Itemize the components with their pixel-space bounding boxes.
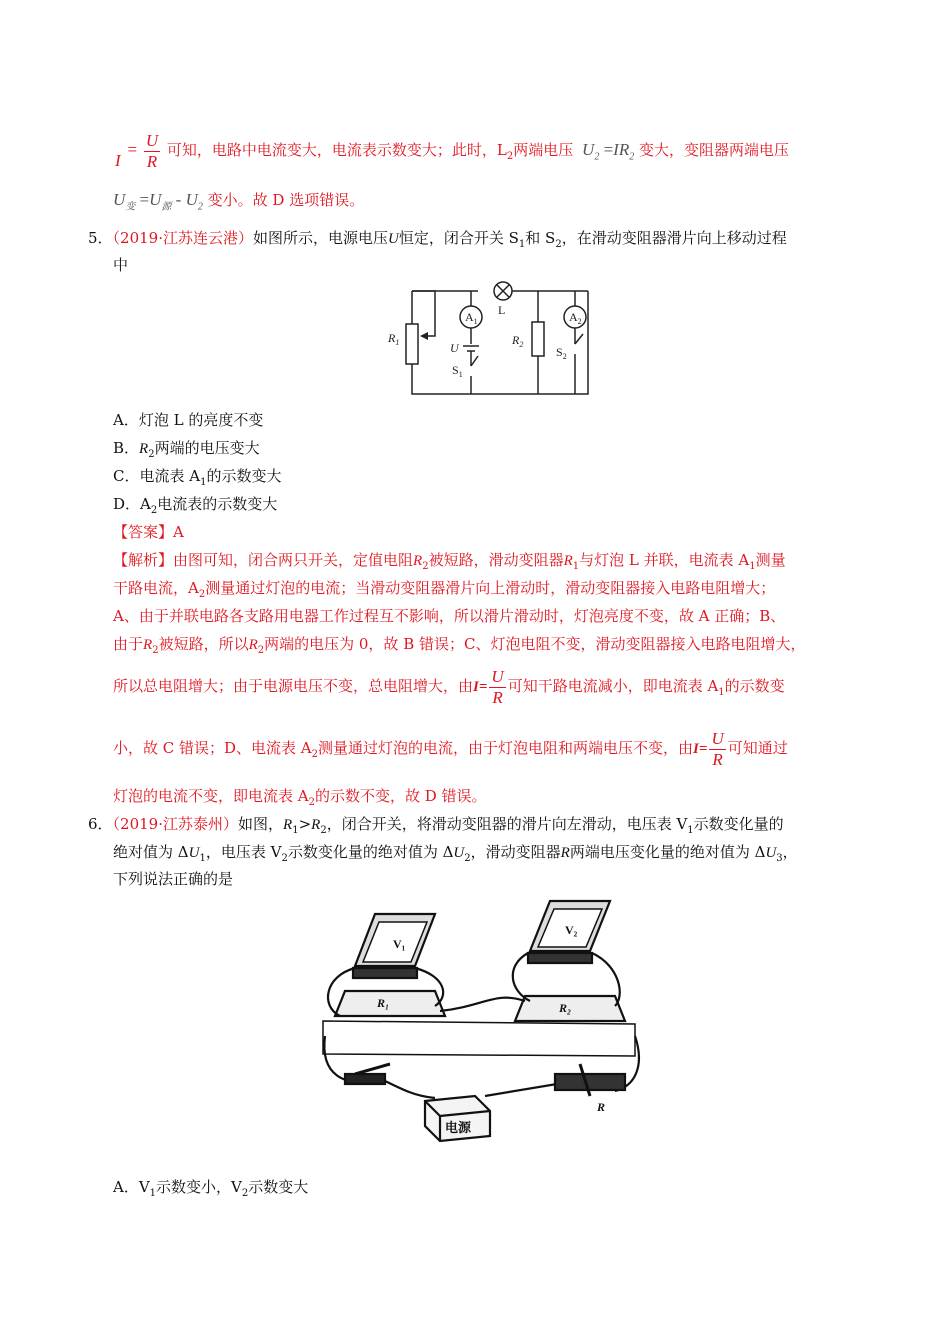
q5-analysis-6: 小，故 C 错误；D、电流表 $A_2$测量通过灯泡的电流，由于灯泡电阻和两端电压不变，由I= $\frac{U}{R}$ 可知通过 xyxy=(113,728,788,769)
q6-stem-1: 6．（2019·江苏泰州）如图，$R_1>R_2$，闭合开关，将滑动变阻器的滑片向左滑动，电压表 $V_1$示数变化量的 xyxy=(88,815,784,836)
q5-stem-2: 中 xyxy=(113,256,129,274)
label-R1: $R_1$ xyxy=(388,331,400,347)
q5-option-c: C．电流表 $A_1$的示数变大 xyxy=(113,467,282,488)
q5-analysis-5: 所以总电阻增大；由于电源电压不变，总电阻增大，由I= $\frac{U}{R}$ 可知干路电流减小，即电流表 $A_1$的示数变 xyxy=(113,666,785,707)
label-S1: $S_1$ xyxy=(452,363,463,379)
q5-analysis-1: 【解析】由图可知，闭合两只开关，定值电阻$R_2$被短路，滑动变阻器$R_1$与灯泡 L 并联，电流表 $A_1$测量 xyxy=(113,551,786,572)
q6-stem-2: 绝对值为 $\Delta U_1$，电压表 $V_2$示数变化量的绝对值为 $\Delta U_2$，滑动变阻器R两端电压变化量的绝对值为 $\Delta U_3$， xyxy=(113,843,798,864)
q5-option-d: D．$A_2$电流表的示数变大 xyxy=(113,495,278,516)
q5-analysis-2: 干路电流，$A_2$测量通过灯泡的电流；当滑动变阻器滑片向上滑动时，滑动变阻器接入电路电阻增大； xyxy=(113,579,776,600)
label-R1-photo: R₁ xyxy=(377,996,390,1010)
label-R-photo: R xyxy=(597,1100,606,1114)
top-line-1: I = $\frac{U}{R}$ 可知，电路中电流变大，电流表示数变大；此时，$L_2$两端电压 $U_2 =IR_2$ 变大，变阻器两端电压 xyxy=(115,130,789,171)
q5-option-a: A．灯泡 L 的亮度不变 xyxy=(113,411,264,429)
label-S2: $S_2$ xyxy=(556,345,567,361)
q6-source: （2019·江苏泰州） xyxy=(112,815,238,833)
fraction-U-over-R-3: $\frac{U}{R}$ xyxy=(711,728,724,769)
q5-analysis-7: 灯泡的电流不变，即电流表 $A_2$的示数不变，故 D 错误。 xyxy=(113,787,487,808)
q5-source: （2019·江苏连云港） xyxy=(112,229,253,247)
label-U: U xyxy=(450,341,459,355)
q6-stem-3: 下列说法正确的是 xyxy=(113,870,234,888)
q5-option-b: B．$R_2$两端的电压变大 xyxy=(113,439,260,460)
label-R2-photo: R₂ xyxy=(559,1001,572,1015)
label-A1: $A_1$ xyxy=(465,310,478,326)
label-R2: $R_2$ xyxy=(512,333,524,349)
q5-analysis-3: A、由于并联电路各支路用电器工作过程互不影响，所以滑片滑动时，灯泡亮度不变，故 A 正确；B、 xyxy=(113,607,786,625)
q6-option-a: A．$V_1$示数变小，$V_2$示数变大 xyxy=(113,1178,309,1199)
label-power-source: 电源 xyxy=(445,1120,472,1135)
formula-U2: $U_2 =IR_2$ xyxy=(582,140,635,163)
label-A2: $A_2$ xyxy=(569,310,582,326)
q5-analysis-4: 由于$R_2$被短路，所以$R_2$两端的电压为 0，故 B 错误；C、灯泡电阻不变，滑动变阻器接入电路电阻增大， xyxy=(113,635,806,656)
fraction-U-over-R-2: $\frac{U}{R}$ xyxy=(491,666,504,707)
formula-I: I xyxy=(115,151,121,170)
fraction-U-over-R: $\frac{U}{R}$ xyxy=(145,130,159,171)
top-line-2: $U_变 =U_源 - U_2$ 变小。故 D 选项错误。 xyxy=(113,190,365,213)
q5-stem-1: 5．（2019·江苏连云港）如图所示，电源电压U恒定，闭合开关 $S_1$和 $S_2$，在滑动变阻器滑片向上移动过程 xyxy=(88,229,787,250)
q6-circuit-photo xyxy=(315,896,650,1146)
label-V1: V₁ xyxy=(393,937,406,951)
q5-answer: 【答案】A xyxy=(113,523,184,541)
label-L: L xyxy=(498,303,506,317)
label-V2: V₂ xyxy=(565,923,578,937)
formula-U-bian: $U_变 =U_源 - U_2$ xyxy=(113,190,203,213)
q5-circuit-diagram xyxy=(380,276,630,400)
